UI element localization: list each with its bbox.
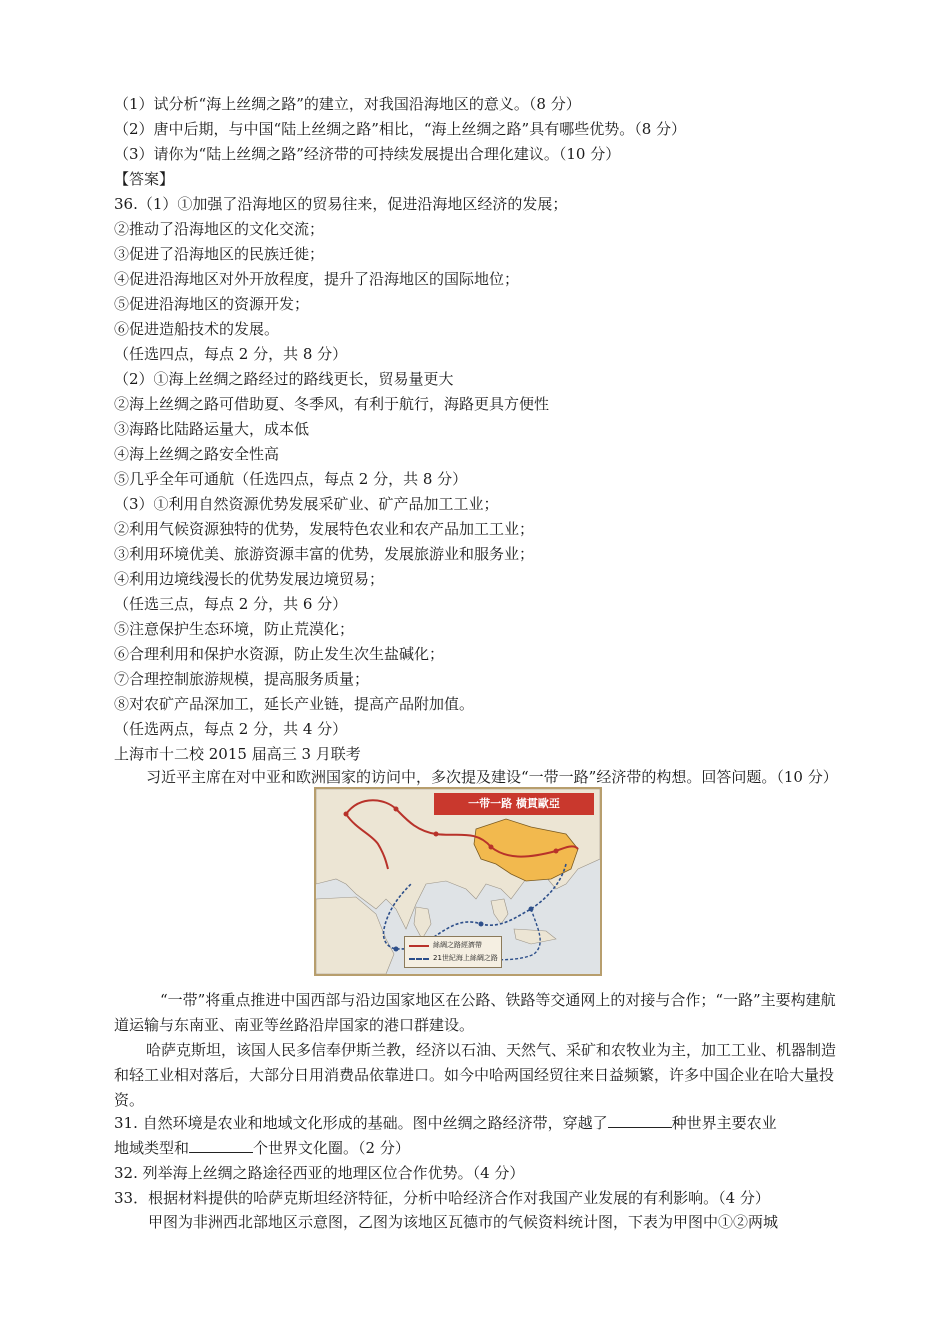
answer-line: ⑤促进沿海地区的资源开发； xyxy=(114,295,310,313)
map-legend xyxy=(404,936,502,968)
legend-swatch-land xyxy=(409,945,429,947)
answer-line: ⑧对农矿产品深加工，延长产业链，提高产品附加值。 xyxy=(114,695,475,713)
legend-label-land: 絲綢之路經濟帶 xyxy=(433,941,482,949)
q31-text-3: 地域类型和 xyxy=(114,1139,190,1157)
answer-line: ②推动了沿海地区的文化交流； xyxy=(114,220,325,238)
question-32: 32. 列举海上丝绸之路途径西亚的地理区位合作优势。（4 分） xyxy=(114,1164,525,1182)
paragraph-kazakhstan: 哈萨克斯坦，该国人民多信奉伊斯兰教，经济以石油、天然气、采矿和农牧业为主，加工工业、机器制造和轻工业相对落后，大部分日用消费品依靠进口。如今中哈两国经贸往来日益频繁，许多中国企业在哈大量投资。 xyxy=(114,1041,837,1109)
city-marker xyxy=(529,907,534,912)
map-title: 一带一路 橫貫歐亞 xyxy=(468,797,560,810)
city-marker xyxy=(479,922,484,927)
city-marker xyxy=(344,812,349,817)
answer-line: ③利用环境优美、旅游资源丰富的优势，发展旅游业和服务业； xyxy=(114,545,535,563)
answer-line: （3）①利用自然资源优势发展采矿业、矿产品加工工业； xyxy=(114,495,499,513)
legend-item-land xyxy=(409,939,499,951)
legend-swatch-sea xyxy=(409,958,429,960)
answer-line: ⑥促进造船技术的发展。 xyxy=(114,320,280,338)
answer-line: ④利用边境线漫长的优势发展边境贸易； xyxy=(114,570,385,588)
answer-header: 【答案】 xyxy=(114,170,175,188)
answer-line: （任选四点，每点 2 分，共 8 分） xyxy=(114,345,348,363)
legend-item-sea xyxy=(409,952,499,964)
last-paragraph-line: 甲图为非洲西北部地区示意图，乙图为该地区瓦德市的气候资料统计图，下表为甲图中①②两城 xyxy=(148,1213,779,1231)
paragraph-belt-road: “一带”将重点推进中国西部与沿边国家地区在公路、铁路等交通网上的对接与合作；“一路”主要构建航道运输与东南亚、南亚等丝路沿岸国家的港口群建设。 xyxy=(114,991,836,1034)
answer-line: 36.（1）①加强了沿海地区的贸易往来，促进沿海地区经济的发展； xyxy=(114,195,568,213)
answer-line: ⑤几乎全年可通航（任选四点，每点 2 分，共 8 分） xyxy=(114,470,468,488)
q31-text-1: 31. 自然环境是农业和地域文化形成的基础。图中丝绸之路经济带，穿越了 xyxy=(114,1114,608,1132)
belt-road-map xyxy=(314,787,602,976)
city-marker xyxy=(394,947,399,952)
city-marker xyxy=(554,849,559,854)
question-31 xyxy=(114,1111,844,1161)
city-marker xyxy=(489,845,494,850)
question-33: 33．根据材料提供的哈萨克斯坦经济特征，分析中哈经济合作对我国产业发展的有利影响。（4 分） xyxy=(114,1189,770,1207)
answer-blank[interactable] xyxy=(608,1111,672,1128)
legend-label-sea: 21世紀海上絲綢之路 xyxy=(433,954,498,962)
answer-blank[interactable] xyxy=(189,1136,253,1153)
answer-line: ④促进沿海地区对外开放程度，提升了沿海地区的国际地位； xyxy=(114,270,520,288)
question-3: （3）请你为“陆上丝绸之路”经济带的可持续发展提出合理化建议。（10 分） xyxy=(114,145,621,163)
source-line: 上海市十二校 2015 届高三 3 月联考 xyxy=(114,745,361,763)
answer-line: （任选三点，每点 2 分，共 6 分） xyxy=(114,595,348,613)
answer-line: ⑤注意保护生态环境，防止荒漠化； xyxy=(114,620,355,638)
answer-line: ②海上丝绸之路可借助夏、冬季风，有利于航行，海路更具方便性 xyxy=(114,395,550,413)
answer-line: （2）①海上丝绸之路经过的路线更长，贸易量更大 xyxy=(114,370,454,388)
answer-line: ⑥合理利用和保护水资源，防止发生次生盐碱化； xyxy=(114,645,445,663)
map-title-banner xyxy=(434,793,594,815)
answer-line: ③促进了沿海地区的民族迁徙； xyxy=(114,245,325,263)
city-marker xyxy=(394,807,399,812)
city-marker xyxy=(434,832,439,837)
question-1: （1）试分析“海上丝绸之路”的建立，对我国沿海地区的意义。（8 分） xyxy=(114,95,581,113)
answer-line: ②利用气候资源独特的优势，发展特色农业和农产品加工工业； xyxy=(114,520,535,538)
answer-line: ③海路比陆路运量大，成本低 xyxy=(114,420,310,438)
intro-paragraph: 习近平主席在对中亚和欧洲国家的访问中，多次提及建设“一带一路”经济带的构想。回答问题。（10 分） xyxy=(146,768,838,786)
answer-line: ④海上丝绸之路安全性高 xyxy=(114,445,280,463)
answer-line: ⑦合理控制旅游规模，提高服务质量； xyxy=(114,670,370,688)
question-2: （2）唐中后期，与中国“陆上丝绸之路”相比，“海上丝绸之路”具有哪些优势。（8 分） xyxy=(114,120,687,138)
answer-line: （任选两点，每点 2 分，共 4 分） xyxy=(114,720,348,738)
q31-text-2: 种世界主要农业 xyxy=(671,1114,777,1132)
q31-text-4: 个世界文化圈。（2 分） xyxy=(253,1139,410,1157)
